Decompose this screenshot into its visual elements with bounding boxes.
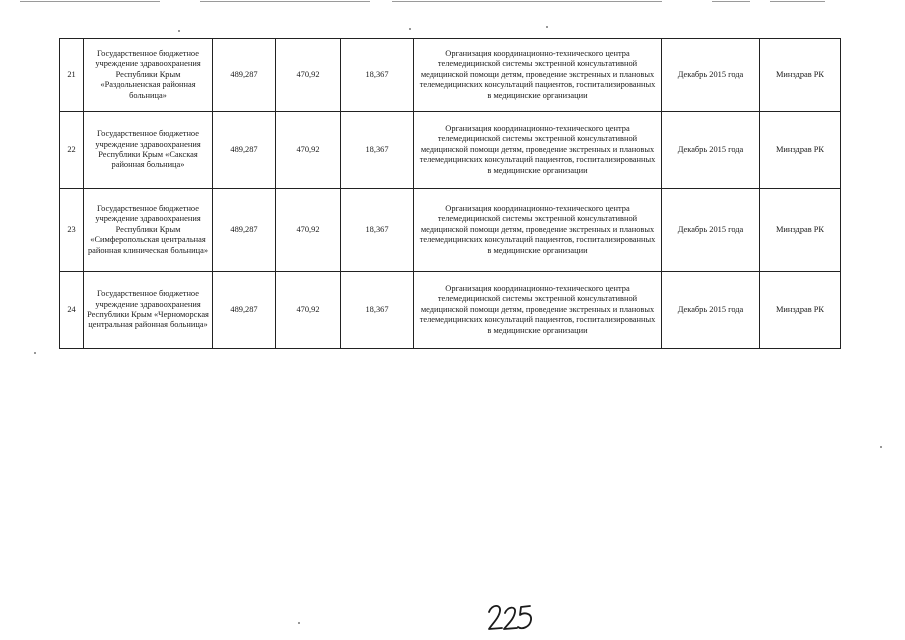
scan-speck	[34, 352, 36, 354]
value-part-two: 18,367	[341, 112, 414, 189]
institution-name: Государственное бюджетное учреждение здравоохранения Республики Крым «Сакская районная больница»	[84, 112, 213, 189]
value-part-two: 18,367	[341, 272, 414, 349]
row-number: 22	[60, 112, 84, 189]
scan-speck	[409, 28, 411, 30]
deadline: Декабрь 2015 года	[662, 39, 760, 112]
scan-artifact-line	[392, 1, 662, 2]
funding-table	[59, 38, 841, 349]
executor: Минздрав РК	[760, 272, 841, 349]
institution-name: Государственное бюджетное учреждение здравоохранения Республики Крым «Черноморская центральная районная больница»	[84, 272, 213, 349]
handwritten-page-number	[486, 598, 538, 634]
deadline: Декабрь 2015 года	[662, 272, 760, 349]
value-part-one: 470,92	[276, 39, 341, 112]
scan-artifact-line	[200, 1, 370, 2]
scan-artifact-line	[770, 1, 825, 2]
value-total: 489,287	[213, 189, 276, 272]
value-part-two: 18,367	[341, 189, 414, 272]
deadline: Декабрь 2015 года	[662, 112, 760, 189]
table-row	[60, 39, 841, 112]
measure-description: Организация координационно-технического центра телемедицинской системы экстренной консультативной медицинской помощи детям, проведение экстренных и плановых телемедицинских консультаций пациентов, госпитализированных в медицинские организации	[414, 272, 662, 349]
value-total: 489,287	[213, 112, 276, 189]
deadline: Декабрь 2015 года	[662, 189, 760, 272]
table-row	[60, 272, 841, 349]
row-number: 24	[60, 272, 84, 349]
value-total: 489,287	[213, 39, 276, 112]
measure-description: Организация координационно-технического центра телемедицинской системы экстренной консультативной медицинской помощи детям, проведение экстренных и плановых телемедицинских консультаций пациентов, госпитализированных в медицинские организации	[414, 189, 662, 272]
institution-name: Государственное бюджетное учреждение здравоохранения Республики Крым «Раздольненская районная больница»	[84, 39, 213, 112]
measure-description: Организация координационно-технического центра телемедицинской системы экстренной консультативной медицинской помощи детям, проведение экстренных и плановых телемедицинских консультаций пациентов, госпитализированных в медицинские организации	[414, 39, 662, 112]
row-number: 23	[60, 189, 84, 272]
value-part-two: 18,367	[341, 39, 414, 112]
row-number: 21	[60, 39, 84, 112]
value-part-one: 470,92	[276, 189, 341, 272]
value-part-one: 470,92	[276, 272, 341, 349]
institution-name: Государственное бюджетное учреждение здравоохранения Республики Крым «Симферопольская центральная районная клиническая больница»	[84, 189, 213, 272]
measure-description: Организация координационно-технического центра телемедицинской системы экстренной консультативной медицинской помощи детям, проведение экстренных и плановых телемедицинских консультаций пациентов, госпитализированных в медицинские организации	[414, 112, 662, 189]
scan-speck	[178, 30, 180, 32]
table-row	[60, 112, 841, 189]
executor: Минздрав РК	[760, 39, 841, 112]
value-part-one: 470,92	[276, 112, 341, 189]
scan-artifact-line	[20, 1, 160, 2]
table-row	[60, 189, 841, 272]
scan-speck	[298, 622, 300, 624]
scan-speck	[546, 26, 548, 28]
executor: Минздрав РК	[760, 189, 841, 272]
scan-speck	[880, 446, 882, 448]
value-total: 489,287	[213, 272, 276, 349]
executor: Минздрав РК	[760, 112, 841, 189]
scan-artifact-line	[712, 1, 750, 2]
